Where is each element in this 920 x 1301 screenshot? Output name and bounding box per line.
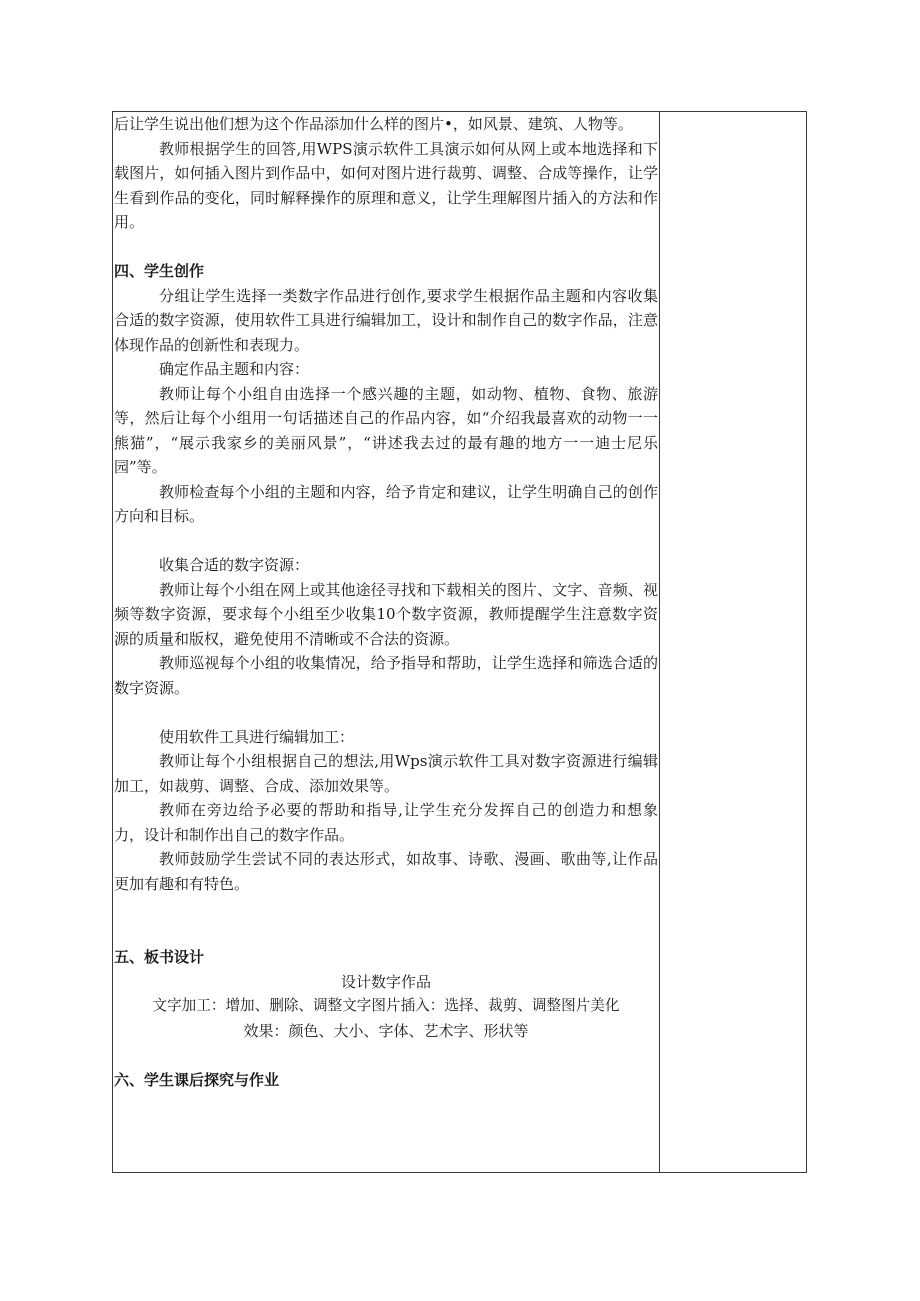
paragraph: 教师让每个小组根据自己的想法,用Wps演示软件工具对数字资源进行编辑加工，如裁剪、调整、合成、添加效果等。 — [114, 752, 658, 795]
lesson-content — [114, 112, 658, 1092]
paragraph: 教师巡视每个小组的收集情况，给予指导和帮助，让学生选择和筛选合适的数字资源。 — [114, 654, 658, 697]
paragraph: 使用软件工具进行编辑加工： — [159, 727, 355, 746]
board-line: 文字加工：增加、删除、调整文字图片插入：选择、裁剪、调整图片美化 — [152, 997, 620, 1014]
paragraph: 教师鼓励学生尝试不同的表达形式，如故事、诗歌、漫画、歌曲等,让作品更加有趣和有特色。 — [114, 850, 658, 893]
paragraph: 收集合适的数字资源： — [159, 556, 310, 574]
paragraph: 教师在旁边给予必要的帮助和指导,让学生充分发挥自己的创造力和想象力，设计和制作出自己的数字作品。 — [114, 801, 658, 844]
section-heading-5: 五、板书设计 — [114, 948, 205, 966]
paragraph: 教师让每个小组自由选择一个感兴趣的主题，如动物、植物、食物、旅游等，然后让每个小组用一句话描述自己的作品内容，如“介绍我最喜欢的动物一一熊猫”，“展示我家乡的美丽风景”，“讲述我去过的最有趣的地方一一迪士尼乐园”等。 — [114, 384, 658, 476]
paragraph: 后让学生说出他们想为这个作品添加什么样的图片•，如风景、建筑、人物等。 — [114, 115, 633, 133]
paragraph: 教师检查每个小组的主题和内容，给予肯定和建议，让学生明确自己的创作方向和目标。 — [114, 482, 658, 525]
paragraph: 教师根据学生的回答,用WPS演示软件工具演示如何从网上或本地选择和下载图片，如何插入图片到作品中，如何对图片进行裁剪、调整、合成等操作，让学生看到作品的变化，同时解释操作的原理和意义，让学生理解图片插入的方法和作用。 — [114, 139, 658, 231]
board-line: 效果：颜色、大小、字体、艺术字、形状等 — [243, 1021, 529, 1040]
paragraph: 教师让每个小组在网上或其他途径寻找和下载相关的图片、文字、音频、视频等数字资源，要求每个小组至少收集10个数字资源，教师提醒学生注意数字资源的质量和版权，避免使用不清晰或不合法的资源。 — [114, 580, 658, 648]
table-column-divider — [659, 111, 660, 1173]
section-heading-4: 四、学生创作 — [114, 262, 205, 280]
section-heading-6: 六、学生课后探究与作业 — [114, 1070, 280, 1089]
paragraph: 确定作品主题和内容： — [159, 360, 310, 378]
board-title: 设计数字作品 — [340, 972, 431, 991]
paragraph: 分组让学生选择一类数字作品进行创作,要求学生根据作品主题和内容收集合适的数字资源，使用软件工具进行编辑加工，设计和制作自己的数字作品，注意体现作品的创新性和表现力。 — [114, 286, 658, 354]
